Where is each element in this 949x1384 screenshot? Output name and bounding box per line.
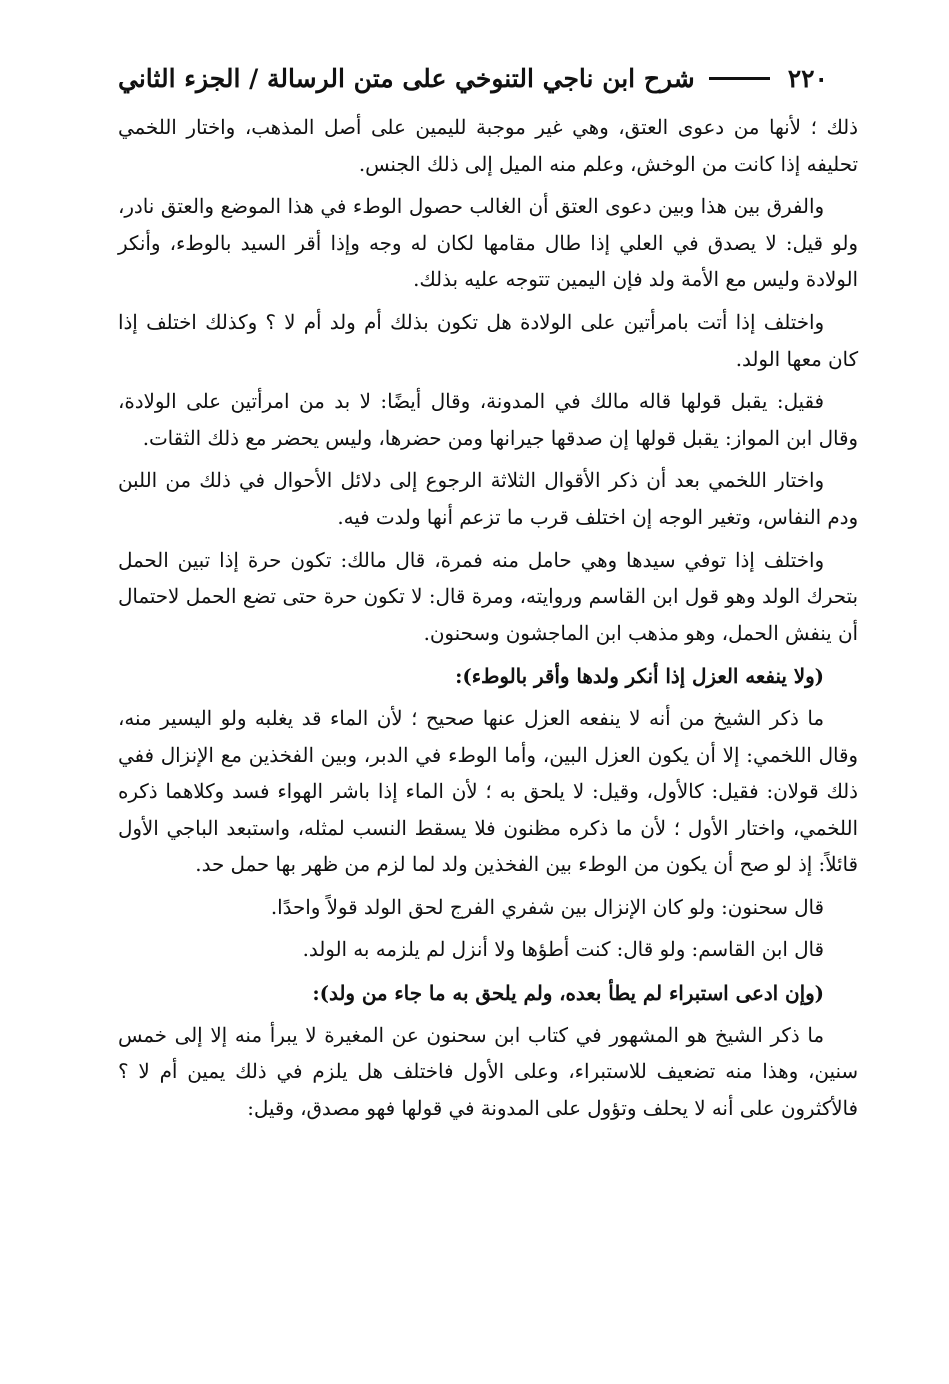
page-number: ٢٢٠ <box>787 63 828 93</box>
running-head <box>118 58 828 98</box>
paragraph: ذلك ؛ لأنها من دعوى العتق، وهي غير موجبة لليمين على أصل المذهب، واختار اللخمي تحليفه إذا كانت من الوخش، وعلم منه الميل إلى ذلك الجنس. <box>118 116 858 176</box>
matn-heading: (وإن ادعى استبراء لم يطأ بعده، ولم يلحق به ما جاء من ولد): <box>312 981 824 1006</box>
body-text <box>118 110 858 1133</box>
paragraph: والفرق بين هذا وبين دعوى العتق أن الغالب حصول الوطء في هذا الموضع والعتق نادر، ولو قيل: لا يصدق في العلي إذا طال مقامها لكان له وجه وإذا أقر السيد بالوطء، وأنكر الولادة وليس مع الأمة ولد فإن اليمين تتوجه عليه بذلك. <box>118 195 858 292</box>
header-rule <box>709 77 770 80</box>
paragraph: قال ابن القاسم: ولو قال: كنت أطؤها ولا أنزل لم يلزمه به الولد. <box>302 938 824 962</box>
paragraph: قال سحنون: ولو كان الإنزال بين شفري الفرج لحق الولد قولاً واحدًا. <box>270 895 824 919</box>
paragraph: واختلف إذا أتت بامرأتين على الولادة هل تكون بذلك أم ولد أم لا ؟ وكذلك اختلف إذا كان معها الولد. <box>118 310 858 371</box>
paragraph: واختلف إذا توفي سيدها وهي حامل منه فمرة، قال مالك: تكون حرة إذا تبين الحمل بتحرك الولد وهو قول ابن القاسم وروايته، ومرة قال: لا تكون حرة حتى تضع الحمل لاحتمال أن ينفش الحمل، وهو مذهب ابن الماجشون وسحنون. <box>118 548 858 645</box>
running-title: شرح ابن ناجي التنوخي على متن الرسالة / الجزء الثاني <box>118 63 695 93</box>
paragraph: ما ذكر الشيخ هو المشهور في كتاب ابن سحنون عن المغيرة لا يبرأ منه إلا إلى خمس سنين، وهذا منه تضعيف للاستبراء، وعلى الأول فاختلف هل يلزم في ذلك يمين أم لا ؟ فالأكثرون على أنه لا يحلف وتؤول على المدونة في قولها فهو مصدق، وقيل: <box>118 1023 858 1120</box>
paragraph: واختار اللخمي بعد أن ذكر الأقوال الثلاثة الرجوع إلى دلائل الأحوال في ذلك من اللبن ودم النفاس، وتغير الوجه إن اختلف قرب ما تزعم أنها ولدت فيه. <box>118 469 858 529</box>
paragraph: ما ذكر الشيخ من أنه لا ينفعه العزل عنها صحيح ؛ لأن الماء قد يغلبه ولو اليسير منه، وقال اللخمي: إلا أن يكون العزل البين، وأما الوطء في الدبر، وبين الفخذين مع الإنزال ففي ذلك قولان: فقيل: كالأول، وقيل: لا يلحق به ؛ لأن الماء إذا باشر الهواء فسد وكلاهما ذكره اللخمي، واختار الأول ؛ لأن ما ذكره مظنون فلا يسقط النسب لمثله، واستبعد الباجي الأول قائلاً: إذ لو صح أن يكون من الوطء بين الفخذين ولد لما لزم من ظهر بها حمل حد. <box>118 706 858 877</box>
paragraph: فقيل: يقبل قولها قاله مالك في المدونة، وقال أيضًا: لا بد من امرأتين على الولادة، وقال ابن المواز: يقبل قولها إن صدقها جيرانها ومن حضرها، وليس يحضر مع ذلك الثقات. <box>118 390 858 450</box>
matn-heading: (ولا ينفعه العزل إذا أنكر ولدها وأقر بالوطء): <box>455 664 824 689</box>
